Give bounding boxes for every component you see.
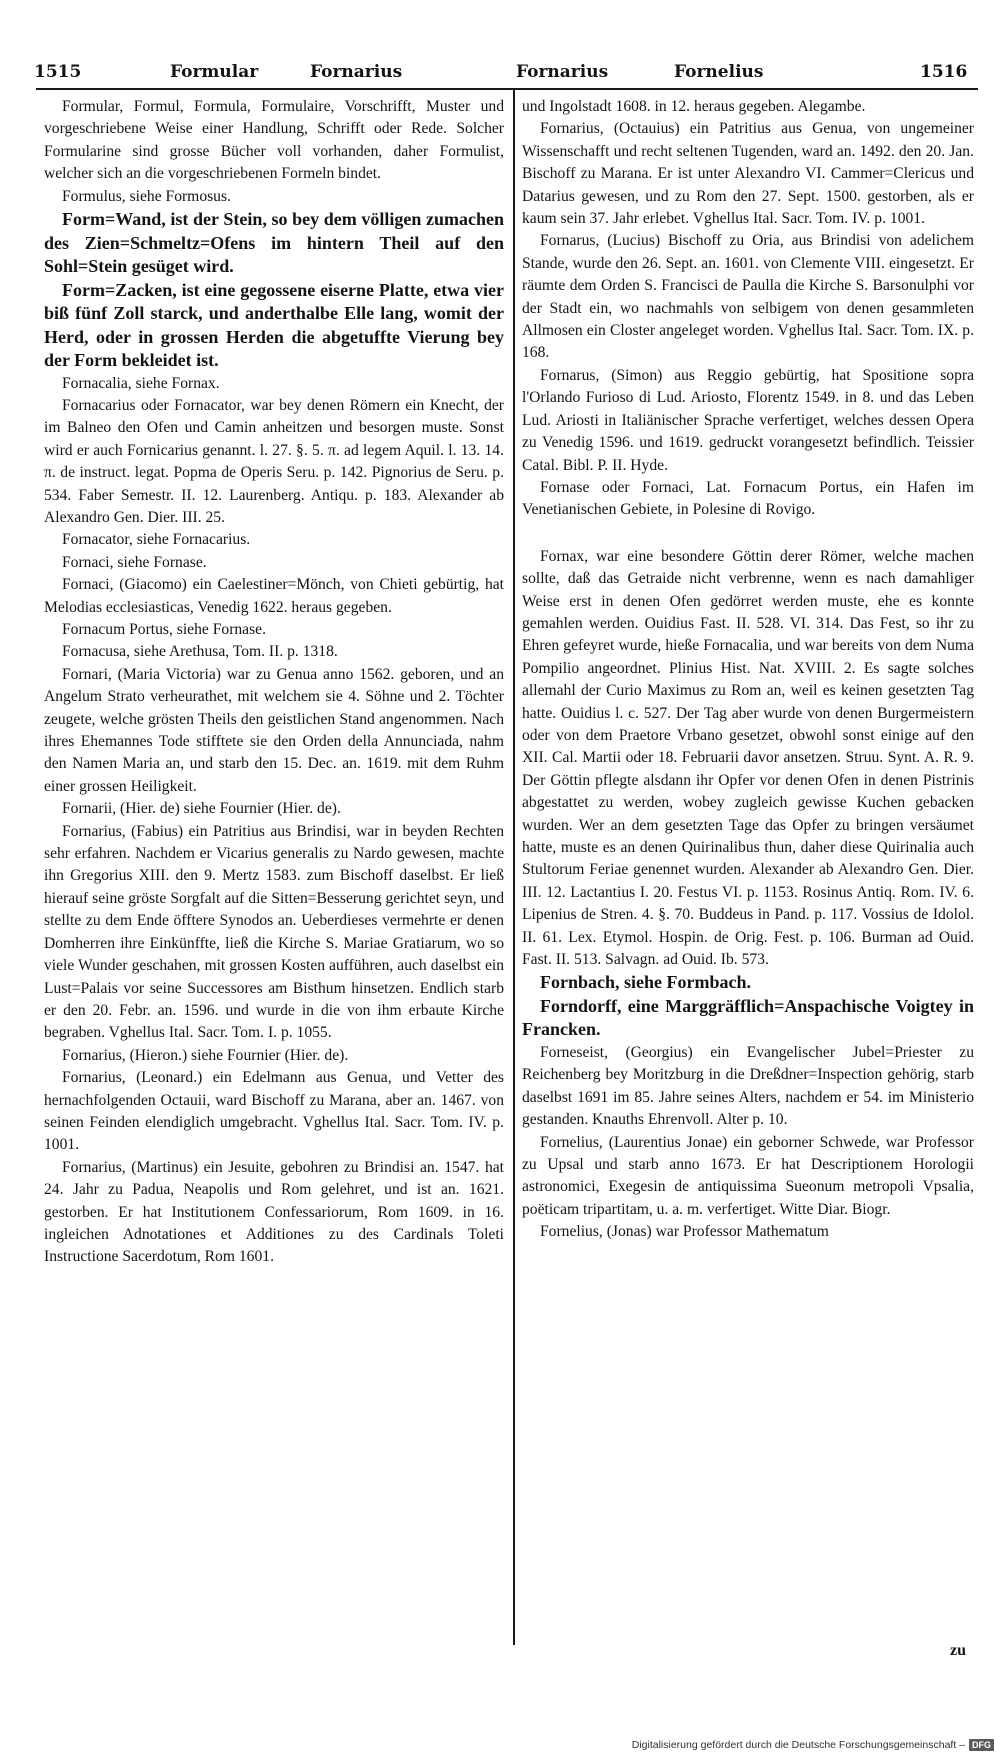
dictionary-entry: Fornarus, (Lucius) Bischoff zu Oria, aus Brindisi von adelichem Stande, wurde den 26. Sept. an. 1601. von Clemente VIII. eingesetzt. Er räumte dem Orden S. Francisci de Paulla die Kirche S. Barsonulphi vor der Stadt ein, wo nachmahls von selbigem von denen gesammleten Allmosen ein Closter angeleget worden. Vghellus Ital. Sacr. Tom. IX. p. 168. [522,232,974,362]
dictionary-entry: Fornaci, siehe Fornase. [62,553,207,571]
headword-mid-right: Fornarius [516,62,609,82]
dictionary-entry: Fornase oder Fornaci, Lat. Fornacum Portus, ein Hafen im Venetianischen Gebiete, in Polesine di Rovigo. [522,478,974,519]
dictionary-entry: Formular, Formul, Formula, Formulaire, Vorschrifft, Muster und vorgeschriebene Weise einer Handlung, Schrifft oder Rede. Solcher Formularine sind grosse Bücher voll vorhanden, daher Formulist, welcher sich an die vorgeschriebenen Formeln bindet. [44,98,504,183]
credit-text: Digitalisierung gefördert durch die Deutsche Forschungsgemeinschaft – [631,1739,965,1751]
headword-left: Formular [170,62,259,82]
left-column [44,96,504,1656]
running-header [34,58,978,88]
dictionary-entry: Fornelius, (Jonas) war Professor Mathematum [540,1223,829,1241]
header-rule [36,88,978,90]
dictionary-entry: Formulus, siehe Formosus. [62,187,231,205]
dictionary-entry: Fornbach, siehe Formbach. [540,972,751,993]
headword-mid-left: Fornarius [310,62,403,82]
dfg-logo: DFG [969,1739,994,1751]
dictionary-entry: Form=Wand, ist der Stein, so bey dem völligen zumachen des Zien=Schmeltz=Ofens im hintern Theil auf den Sohl=Stein gesüget wird. [44,209,504,277]
headword-right: Fornelius [674,62,764,82]
dictionary-entry: Fornari, (Maria Victoria) war zu Genua anno 1562. geboren, und an Angelum Strato verheurathet, mit welchem sie 4. Söhne und 2. Töchter zeugete, welche grösten Theils den geistlichen Stand angenommen. Nach ihres Ehemannes Tode stifftete sie den Orden della Annunciada, nahm den Namen Maria an, und starb den 15. Dec. an. 1619. mit dem Ruhm einer grossen Heiligkeit. [44,665,504,795]
column-divider [513,90,515,1645]
dictionary-entry: Fornacator, siehe Fornacarius. [62,531,251,549]
dictionary-entry: Fornax, war eine besondere Göttin derer Römer, welche machen sollte, daß das Getraide nicht verbrenne, wenn es nach damahliger Weise erst in denen Ofen gedörret werden muste, ehe es konnte gemahlen werden. Ouidius Fast. II. 528. VI. 314. Das Fest, so ihr zu Ehren gefeyret wurde, hieße Fornacalia, und war bereits von dem Numa Pompilio angeordnet. Plinius Hist. Nat. XVIII. 2. Es sagte solches allemahl der Curio Maximus zu Rom an, weil es keinen gesetzten Tag hatte. Ouidius l. c. 527. Der Tag aber wurde von denen Burgermeistern oder von dem Praetore Vrbano gesetzet, obwohl sonst einige auf den XII. Cal. Martii oder 18. Februarii davor ansetzen. Struu. Synt. A. R. 9. Der Göttin pflegte alsdann ihr Opfer vor denen Ofen in denen Pistrinis abgestattet zu werden, wobey zugleich gewisse Kuchen gebacken wurden. Wer an dem gesetzten Tage das Opfer zu bringen versäumet hatte, muste es an denen Quirinalibus thun, daher diese Quirinalia auch Stultorum Feriae genennet wurden. Alexander ab Alexandro Gen. Dier. III. 12. Lactantius I. 20. Festus VI. p. 1153. Rosinus Antiq. Rom. IV. 6. Lipenius de Stren. 4. §. 70. Buddeus in Pand. p. 117. Vossius de Idolol. II. 61. Lex. Etymol. Hospin. de Orig. Fest. p. 106. Burman ad Ouid. Fast. II. 513. Salvagn. ad Ouid. Ib. 573. [522,547,974,969]
page-number-right: 1516 [920,62,968,82]
dictionary-entry: und Ingolstadt 1608. in 12. heraus gegeben. Alegambe. [522,98,866,115]
dictionary-entry: Form=Zacken, ist eine gegossene eiserne Platte, etwa vier biß fünf Zoll starck, und anderthalbe Elle lang, womit der Herd, oder in grossen Herden die abgetuffte Vierung bey der Form bekleidet ist. [44,279,504,371]
dictionary-entry: Fornelius, (Laurentius Jonae) ein geborner Schwede, war Professor zu Upsal und starb anno 1673. Er hat Descriptionem Horologii astronomici, Exegesin de antiquissima Sueonum metropoli Vpsalia, poëticam tripartitam, u. a. m. verfertiget. Witte Diar. Biogr. [522,1133,974,1218]
catchword: zu [950,1642,966,1659]
dictionary-entry: Fornacum Portus, siehe Fornase. [62,621,266,638]
page-number-left: 1515 [34,62,82,82]
dictionary-entry: Forneseist, (Georgius) ein Evangelischer Jubel=Priester zu Reichenberg bey Moritzburg in die Dreßdner=Inspection gehörig, starb daselbst 1691 im 85. Jahre seines Alters, nachdem er 54. im Ministerio gestanden. Knauths Ehrenvoll. Alter p. 10. [522,1043,974,1129]
dictionary-entry: Fornacarius oder Fornacator, war bey denen Römern ein Knecht, der im Balneo den Ofen und Camin anheitzen und besorgen muste. Sonst wird er auch Fornicarius genannt. l. 27. §. 5. π. ad legem Aquil. l. 13. 14. π. de instruct. legat. Popma de Operis Seru. p. 142. Pignorius de Seru. p. 534. Faber Semestr. II. 12. Laurenberg. Antiqu. p. 183. Alexander ab Alexandro Gen. Dier. III. 25. [44,396,504,526]
digitization-credit [608,1736,994,1754]
dictionary-entry: Forndorff, eine Marggräfflich=Anspachische Voigtey in Francken. [522,995,974,1040]
right-column [522,96,974,1656]
dictionary-entry: Fornacusa, siehe Arethusa, Tom. II. p. 1318. [62,643,338,661]
dictionary-entry: Fornarius, (Fabius) ein Patritius aus Brindisi, war in beyden Rechten sehr erfahren. Nachdem er Vicarius generalis zu Nardo gewesen, machte ihn Gregorius XIII. den 9. Mertz 1583. zum Bischoff daselbst. Er ließ hierauf seine gröste Sorgfalt auf die Sitten=Besserung gerichtet seyn, und stellte zu dem Ende öfftere Synodos an. Ueberdieses vermehrte er denen Domherren ihre Einkünffte, ließ die Kirche S. Mariae Gratiarum, wo so viele Wunder geschahen, mit grossen Kosten aufführen, auch daselbst ein Lust=Palais vor seine Successores am Bisthum hinsetzen. Endlich starb er den 20. Febr. an. 1596. und wurde in die von ihm erbaute Kirche begraben. Vghellus Ital. Sacr. Tom. I. p. 1055. [44,822,504,1042]
dictionary-entry: Fornarius, (Octauius) ein Patritius aus Genua, von ungemeiner Wissenschafft und recht seltenen Tugenden, ward an. 1492. den 20. Jan. Bischoff zu Marana. Er ist unter Alexandro VI. Cammer=Clericus und Datarius gewesen, und zu Rom den 27. Sept. 1500. gestorben, als er kaum sein 37. Jahr erlebet. Vghellus Ital. Sacr. Tom. IV. p. 1001. [522,120,974,228]
dictionary-entry: Fornaci, (Giacomo) ein Caelestiner=Mönch, von Chieti gebürtig, hat Melodias ecclesiasticas, Venedig 1622. heraus gegeben. [44,576,504,616]
dictionary-entry: Fornarius, (Hieron.) siehe Fournier (Hier. de). [62,1046,349,1064]
dictionary-entry: Fornarius, (Martinus) ein Jesuite, gebohren zu Brindisi an. 1547. hat 24. Jahr zu Padua, Neapolis und Rom gelehret, und ist an. 1621. gestorben. Er hat Institutionem Confessariorum, Rom 1609. in 16. ingleichen Adnotationes et Additiones zu des Cardinals Toleti Instructione Sacerdotum, Rom 1601. [44,1158,504,1266]
dictionary-entry: Fornacalia, siehe Fornax. [62,374,220,392]
dictionary-entry: Fornarii, (Hier. de) siehe Fournier (Hier. de). [62,800,341,818]
dictionary-entry: Fornarius, (Leonard.) ein Edelmann aus Genua, und Vetter des hernachfolgenden Octauii, ward Bischoff zu Marana, aber an. 1467. von seinen Feinden elendiglich umgebracht. Vghellus Ital. Sacr. Tom. IV. p. 1001. [44,1069,504,1154]
column-gap [522,522,974,546]
dictionary-entry: Fornarus, (Simon) aus Reggio gebürtig, hat Spositione sopra l'Orlando Furioso di Lud. Ariosto, Florentz 1549. in 8. und das Leben Lud. Ariosti in Italiänischer Sprache verfertiget, welches dessen Opera zu Venedig 1596. und 1619. gedruckt vorangesetzt befindlich. Teissier Catal. Bibl. P. II. Hyde. [522,366,974,474]
